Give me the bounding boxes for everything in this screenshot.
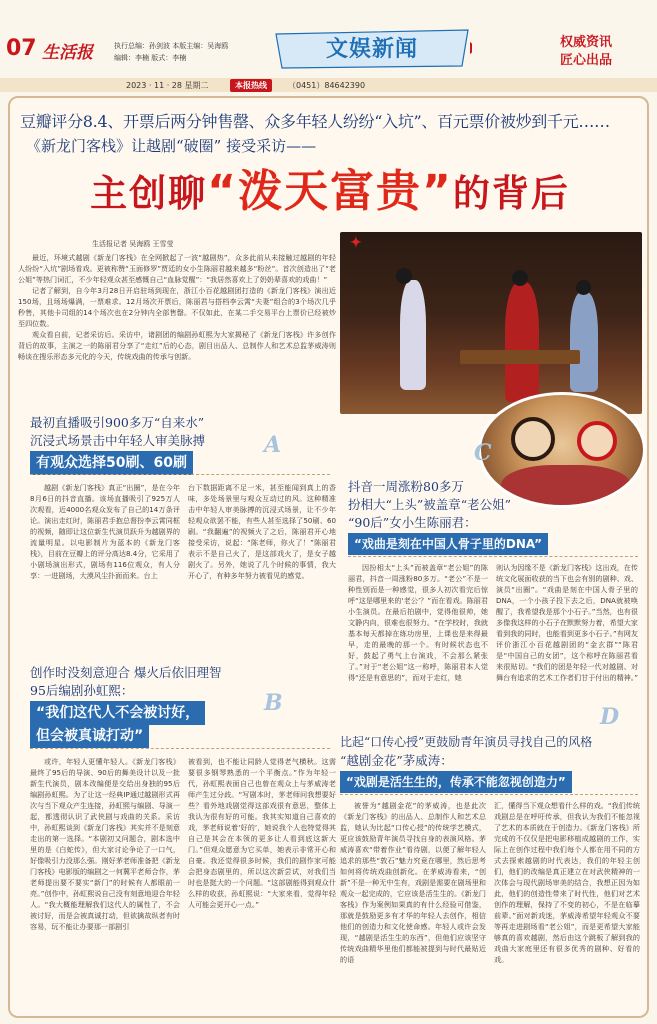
section-c-col-2: 则认为因缘不是《新龙门客栈》这出戏，在传统文化展面收获的当下也会有别的剧种、戏、演员“出圈”。“戏曲是刻在中国人骨子里的DNA，一个小孩子投下去之后，DNA就被唤醒了，我希望我是那个小石子。”当然，也有很多像我这样的小石子在默默努力着，希望大家看到我的同时，也能看到更多小石子。”有网友评价浙江小百花越剧团的“金玄群”“陈君是“中国自己的女团”，这个称呼在陈丽君看来很贴切。“我们的团是年轻一代对越剧、对舞台有追求的艺术工作者们甘于付出的精神。”: [496, 563, 638, 682]
performer-head-3: [576, 280, 591, 295]
section-a-letter: A: [264, 432, 282, 458]
main-title-after: 的背后: [452, 172, 570, 215]
performer-head-1: [396, 268, 412, 284]
staff-credits: [114, 40, 274, 64]
main-title: [80, 155, 580, 219]
section-c-title-1: 抖音一周涨粉80多万: [348, 479, 464, 494]
section-d-band: “戏剧是活生生的，传承不能忽视创造力”: [340, 771, 572, 793]
staff-line-2: 编辑：李楠 版式：李楠: [114, 54, 187, 62]
lead-para-3: 观众看自前，记者采访后。采访中，诸剧团的编剧孙虹熙为大家揭秘了《新龙门客栈》许多创作背后的故事，主演之一的陈丽君分享了“走红”后的心态，剧目出品人、总制作人和艺术总监茅威涛则畅谈在搜乐形态多元化的今天，传统戏曲的传承与创新。: [18, 330, 336, 361]
section-c-band: “戏曲是刻在中国人骨子里的DNA”: [348, 533, 548, 555]
closeup-face-2: [577, 421, 617, 461]
section-b-band-1: “我们这代人不会被讨好，: [30, 701, 205, 725]
performer-head-2: [512, 270, 528, 286]
page-number: 07: [6, 36, 37, 61]
section-a-title-1: 最初直播吸引900多万“自来水”: [30, 415, 205, 430]
section-b-letter: B: [264, 690, 283, 716]
performer-figure-3: [570, 292, 598, 392]
section-c-col-1: 因扮相太“上头”而被盖章“老公姐”的陈丽君，抖音一周涨粉80多万。“老公”不是一种性别而是一种感觉，很多人初次看完后惊呼“这是哪里来的‘老公’？”而在看戏。陈丽君小生演员。在最后拍剧中，觉得他很帅，她文静内向，很难也很努力。“在学校时，我就基本每天都掉在练功房里，上课也是来得最早，走的最晚的那一个。有时候状态也不好，鼓起了勇气上台演戏，不会那么紧张了。”对于“老公姐”这一称呼，陈丽君本人觉得“还是有意思的”，而对于走红，她: [348, 563, 488, 682]
masthead-slogan: [560, 34, 612, 70]
lead-text: [18, 252, 336, 402]
section-c-letter: C: [474, 440, 492, 466]
issue-date: 2023 · 11 · 28 星期二: [126, 81, 209, 90]
stage-photo: [340, 232, 642, 414]
stage-table: [460, 350, 580, 364]
lead-para-2: 记者了解到，自今年3月28日开启驻场到现在，浙江小百花越剧团打造的《新龙门客栈》演出近150场，且场场爆满，一票难求。12月场次开票后，陈丽君与搭档李云霄“夫妻”组合的3个场次几乎秒售，其他卡司组的14个场次也在2分钟内全部售罄。不仅如此，在某二手交易平台上票价已经被炒至四位数。: [18, 286, 336, 328]
section-b-title-1: 创作时没刻意迎合 爆火后依旧理智: [30, 665, 222, 680]
section-b-col-1: 或许，年轻人更懂年轻人。《新龙门客栈》最终了95后的导演、90后的舞美设计以及一批新生代演员，剧本改编便是交给出身独的95后编剧孙虹熙。为了让这一经典IP通过越剧形式再次与当下观众产生连接，孙虹熙与编剧、导演一起，都透彻认识了武侠剧与戏曲的关系。采访中，孙虹熙谈到《新龙门客栈》其实并不是刻意走出的第一选择。“本剧初又问题合，剧本选中里的是《白蛇传》，但大家讨论争论了一口气，好像吸引力没那么强。刚好茅老师准备把《新龙门客栈》电影版的编剧之一何冀平老师合作，茅老师提出要不要实“新门”的时候有人都眼前一亮。”创作中，孙虹熙说自己没有刻意地迎合年轻人。“我大概能理解我们这代人的属性了，不会被讨好，而是会被真诚打动，但欲擒故纵者有时容易，玩不能让办要那一部剧引: [30, 757, 180, 931]
main-title-highlight: “泼天富贵”: [207, 166, 453, 217]
hotline-badge: 本报热线: [230, 79, 272, 92]
performer-figure-1: [400, 280, 426, 390]
closeup-face-1: [511, 417, 555, 461]
photo-poster-art: ✦: [350, 235, 362, 251]
slogan-line-1: 权威资讯: [560, 35, 613, 50]
performer-closeup-photo: [478, 392, 646, 508]
section-a-title-2: 沉浸式场景击中年轻人审美脉搏: [30, 433, 206, 448]
section-d-col-2: 汇，懂得当下观众想看什么样的戏。“我们传统戏剧总是在呼吁传承，但我认为我们不能忽视了艺术的本质就在于创造力。《新龙门客栈》所完成的不仅仅是把电影移植成越剧的工作，实际上在创作过程中我们每个人都在用不同的方式去探索越剧的时代表达，我们的年轻主创们，他们的改编是真正建立在对武侠精神的一次体会与现代剧场审美的结合，我想正因为如此，他们的创造性带来了时代性，他们对艺术创作的理解，保持了不变的初心，不是在临摹前辈。”面对新戏迷，茅威涛希望年轻观众不要等再走进剧场看“老公姐”，而是更希望大家能够真的喜欢越剧，然后由这个跳板了解到我的戏曲大家庭里还有很多优秀的剧种、好看的戏。: [494, 801, 640, 964]
hotline-number: （0451）84642390: [288, 81, 366, 90]
section-c-divider: [348, 556, 638, 557]
section-b-col-2: 被看到，也不能让同龄人觉得老气横秋。这需要很多钢琴熟悉的一个平衡点。”作为年轻一代，孙虹熙表面自己也曾在观众上与茅威涛老师产生过分歧。“写剧本时，茅老师问我想要好些？看外地戏剧觉得这部戏很有意思，整体上我认为很有好的可能。我其实知道自己喜欢的戏，茅老师说着‘好的’，她说我个人也特觉得其自己是其会在本领的更多让人看到底这新大门。”但观众愿意为它买单，她表示非常开心和自豪。我还觉得很多时候，我们的剧作家可能会把身态剧里的，所以这次新尝试，对我们当时也是挺大的一个问题。“这部剧能得到观众什么样的收获，孙虹熙说：“大家来看，觉得年轻人可能会更开心一点。”: [188, 757, 336, 909]
slogan-line-2: 匠心出品: [560, 53, 613, 68]
byline: 生活报记者 吴海鸥 王雪莹: [92, 240, 174, 248]
section-d-divider: [340, 794, 638, 795]
section-c-title-3: “90后”女小生陈丽君：: [348, 515, 477, 530]
closeup-costume: [501, 465, 631, 508]
section-d-title-2: “越剧金花”茅威涛：: [340, 753, 453, 768]
main-title-before: 主创聊: [90, 172, 208, 215]
section-d-title-1: 比起“口传心授”更鼓励青年演员寻找自己的风格: [340, 735, 593, 749]
paper-logo: 生活报: [42, 43, 93, 63]
sub-title: 《新龙门客栈》让越剧“破圈” 接受采访——: [26, 137, 317, 155]
staff-line-1: 执行总编：孙剑波 本版主编：吴海鸥: [114, 42, 229, 50]
performer-figure-2: [505, 282, 539, 402]
section-c-title-2: 扮相大“上头”被盖章“老公姐”: [348, 497, 512, 512]
section-name: 文娱新闻: [325, 36, 418, 62]
section-a-band: 有观众选择50刷、60刷: [30, 451, 193, 475]
lead-para-1: 最近，环境式越剧《新龙门客栈》在全网掀起了一波“越剧热”，众多此前从未接触过越剧的年轻人纷纷“入坑”剧场看戏。更被称赞“玉面修罗”贾廷的女小生陈丽君越来越多“粉丝”。首次创造出了“老公姐”等热门词汇，不少年轻观众甚至感慨自己“血脉觉醒”：“我居然喜欢上了奶奶辈喜欢的戏曲！”: [18, 253, 336, 284]
section-a-col-1: 越剧《新龙门客栈》真正“出圈”，是在今年8月6日的抖音直播。该场直播吸引了925万人次观看，近4000名观众发布了自己的14万条评论。演出走红时，陈丽君手抱总督扮李云霄同框的视频，随即让这位新生代演员跃升为越剧界的流量明星。以电影制片为蓝本的《新龙门客栈》，目前在豆瓣上的评分高达8.4分，它采用了小剧场演出形式，剧场有116位观众，有人分享：一进剧场，大漠风尘扑面而来。台上: [30, 483, 180, 580]
section-b-band-2: 但会被真诚打动”: [30, 724, 149, 748]
section-b-title-2: 95后编剧孙虹熙：: [30, 683, 134, 698]
section-d-letter: D: [600, 704, 620, 730]
section-b-divider: [30, 748, 330, 749]
section-d-col-1: 被誉为“越剧金花”的茅威涛，也是此次《新龙门客栈》的出品人、总制作人和艺术总监，她认为比起“口传心授”的传统学艺模式，更应该鼓励青年演员寻找自身的表演风格。茅威涛喜欢“带着作业”看待剧，以便了解年轻人追求的那些“敦石”魅力究竟在哪里，然后思考如何将传统戏曲创新化。在茅威涛看来，“创新”不是一种无中生有，戏剧是需要在剧场里和观众一起完成的，它应该是活生生的。《新龙门客栈》作为案例如果真的有什么经验可借鉴，那就是鼓励更多有才华的年轻人去创作，相信他们的创造力和文化使命感。年轻人或许会发现，“越剧是活生生的东西”，但他们应该坚守传统戏曲精华里他们都能被提到与时代最贴近的语: [340, 801, 486, 964]
section-a-divider: [30, 474, 330, 475]
section-a-col-2: 台下数据距离不足一米，甚至能闻到真上的香味，多处场景里与观众互动过的风。这种精准击中年轻人审美脉搏的沉浸式场景，让不少年轻观众欲罢不能，有些人甚至选择了50刷、60刷。“我翻遍”的视频火了之后，陈丽君开心地接受采访，说起：“陈老师，你火了！”陈丽君表示不是自己火了，是这部戏火了，是女子越剧火了。另外，她说了几个时候的事情，我大开心了，有种多年努力被看见的感觉。: [188, 483, 336, 580]
pre-title: 豆瓣评分8.4、开票后两分钟售罄、众多年轻人纷纷“入坑”、百元票价被炒到千元……: [20, 112, 610, 131]
